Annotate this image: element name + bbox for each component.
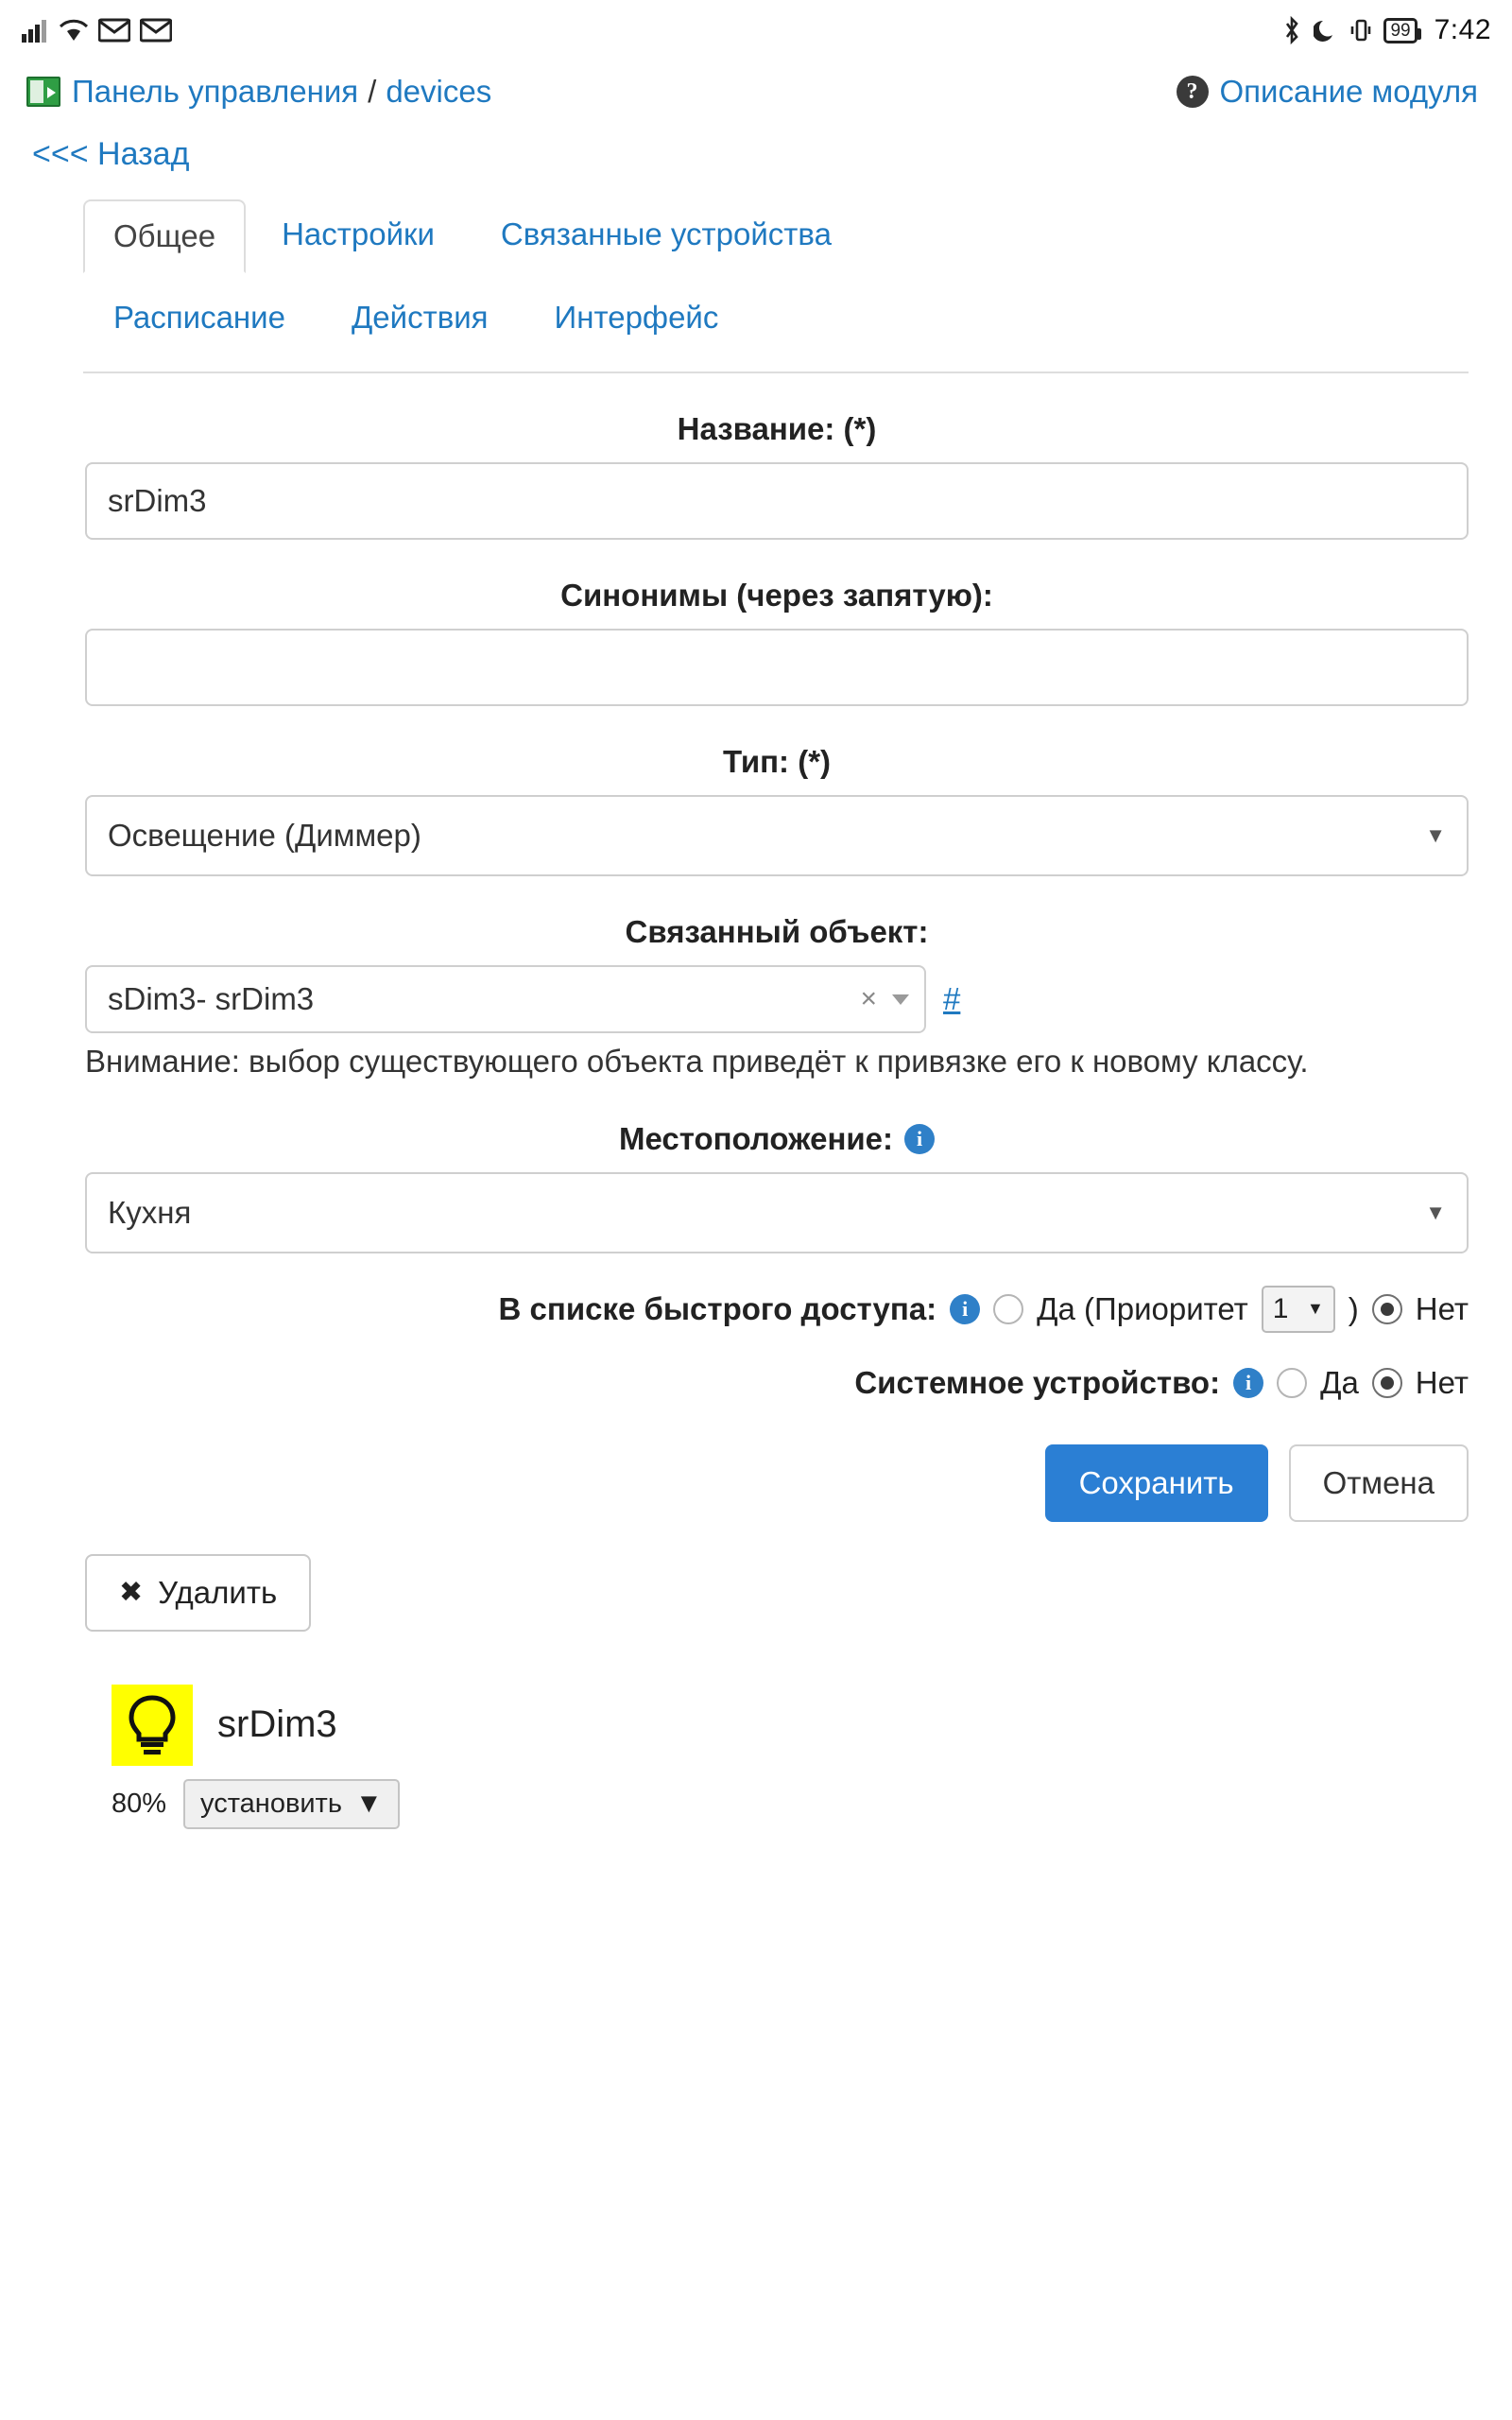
cancel-button[interactable]: Отмена (1289, 1444, 1469, 1522)
system-device-no-radio[interactable] (1372, 1368, 1402, 1398)
chevron-down-icon: ▼ (354, 1788, 383, 1819)
tabs (83, 198, 1469, 373)
battery-icon: 99 (1383, 18, 1417, 43)
tab-settings[interactable]: Настройки (282, 216, 435, 251)
tab-row-2 (83, 281, 1469, 372)
name-label: Название: (*) (677, 411, 877, 446)
priority-select[interactable] (1262, 1286, 1335, 1333)
do-not-disturb-icon (1314, 17, 1338, 43)
breadcrumb-root-link[interactable]: Панель управления (72, 74, 359, 109)
vibrate-icon (1349, 17, 1372, 43)
type-select-value: Освещение (Диммер) (108, 818, 421, 853)
chevron-down-icon: ▼ (1425, 823, 1446, 847)
linked-object-warning: Внимание: выбор существующего объекта приведёт к привязке его к новому классу. (85, 1044, 1309, 1079)
device-widget-main (112, 1685, 1469, 1766)
system-device-no-label: Нет (1415, 1364, 1469, 1400)
status-bar-left (21, 17, 172, 43)
tab-schedule[interactable]: Расписание (113, 300, 285, 335)
linked-object-select[interactable] (85, 965, 926, 1033)
clear-icon[interactable]: × (860, 983, 877, 1014)
question-icon: ? (1177, 76, 1209, 108)
chevron-down-icon (892, 994, 909, 1005)
status-bar (0, 0, 1512, 60)
device-widget-name: srDim3 (217, 1703, 337, 1746)
location-label (85, 1121, 1469, 1157)
wifi-icon (59, 17, 89, 43)
device-form (0, 411, 1512, 1829)
type-label: Тип: (*) (722, 744, 832, 779)
module-description-link[interactable]: Описание модуля (1219, 74, 1478, 109)
panel-icon (26, 77, 60, 107)
tab-general[interactable]: Общее (83, 199, 246, 273)
linked-object-hash-link[interactable]: # (943, 981, 961, 1016)
info-icon[interactable]: i (1233, 1368, 1263, 1398)
quick-access-label: В списке быстрого доступа: (498, 1290, 937, 1326)
location-select[interactable] (85, 1172, 1469, 1253)
quick-access-yes-tail: ) (1348, 1290, 1359, 1326)
device-widget-controls (112, 1779, 1469, 1829)
priority-value: 1 (1272, 1292, 1289, 1324)
quick-access-yes-label: Да (Приоритет (1037, 1290, 1248, 1326)
tab-actions[interactable]: Действия (351, 300, 489, 335)
clock-label: 7:42 (1434, 14, 1491, 45)
linked-object-label: Связанный объект: (625, 914, 929, 949)
quick-access-row (85, 1286, 1469, 1333)
mail-icon (140, 18, 172, 43)
chevron-down-icon: ▼ (1306, 1299, 1324, 1319)
synonyms-label: Синонимы (через запятую): (560, 578, 993, 613)
type-select[interactable] (85, 795, 1469, 876)
quick-access-no-label: Нет (1415, 1290, 1469, 1326)
mail-icon (98, 18, 130, 43)
close-icon: ✖ (119, 1577, 144, 1609)
info-icon[interactable]: i (950, 1294, 980, 1324)
device-widget-percent: 80% (112, 1788, 167, 1819)
delete-button-label: Удалить (158, 1574, 278, 1610)
bluetooth-icon (1281, 16, 1302, 44)
linked-object-value: sDim3- srDim3 (108, 981, 315, 1016)
delete-button[interactable] (85, 1554, 311, 1632)
breadcrumb (0, 60, 1512, 110)
back-link-row (0, 110, 1512, 173)
device-widget-action-label: установить (200, 1788, 342, 1819)
location-label-text: Местоположение: (618, 1120, 894, 1156)
system-device-row (85, 1365, 1469, 1401)
info-icon[interactable]: i (904, 1124, 935, 1154)
module-help[interactable] (1177, 74, 1486, 110)
breadcrumb-separator: / (368, 74, 377, 109)
tab-linked-devices[interactable]: Связанные устройства (500, 216, 832, 251)
device-widget-action-select[interactable] (183, 1779, 400, 1829)
save-button[interactable]: Сохранить (1045, 1444, 1268, 1522)
device-widget (112, 1685, 1469, 1829)
breadcrumb-current-link[interactable]: devices (386, 74, 492, 109)
quick-access-yes-radio[interactable] (993, 1294, 1023, 1324)
synonyms-input[interactable] (85, 629, 1469, 706)
chevron-down-icon: ▼ (1425, 1200, 1446, 1224)
signal-icon (21, 17, 49, 43)
tab-row-1 (83, 198, 1469, 271)
back-link[interactable]: <<< Назад (32, 136, 190, 172)
status-bar-right (1281, 14, 1491, 46)
system-device-yes-label: Да (1320, 1364, 1359, 1400)
system-device-yes-radio[interactable] (1277, 1368, 1307, 1398)
system-device-label: Системное устройство: (854, 1364, 1221, 1400)
location-select-value: Кухня (108, 1194, 192, 1230)
name-input[interactable]: srDim3 (85, 462, 1469, 540)
lightbulb-icon[interactable] (112, 1685, 193, 1766)
form-buttons (85, 1444, 1469, 1522)
quick-access-no-radio[interactable] (1372, 1294, 1402, 1324)
linked-object-row (85, 965, 1469, 1033)
tab-interface[interactable]: Интерфейс (554, 300, 719, 335)
